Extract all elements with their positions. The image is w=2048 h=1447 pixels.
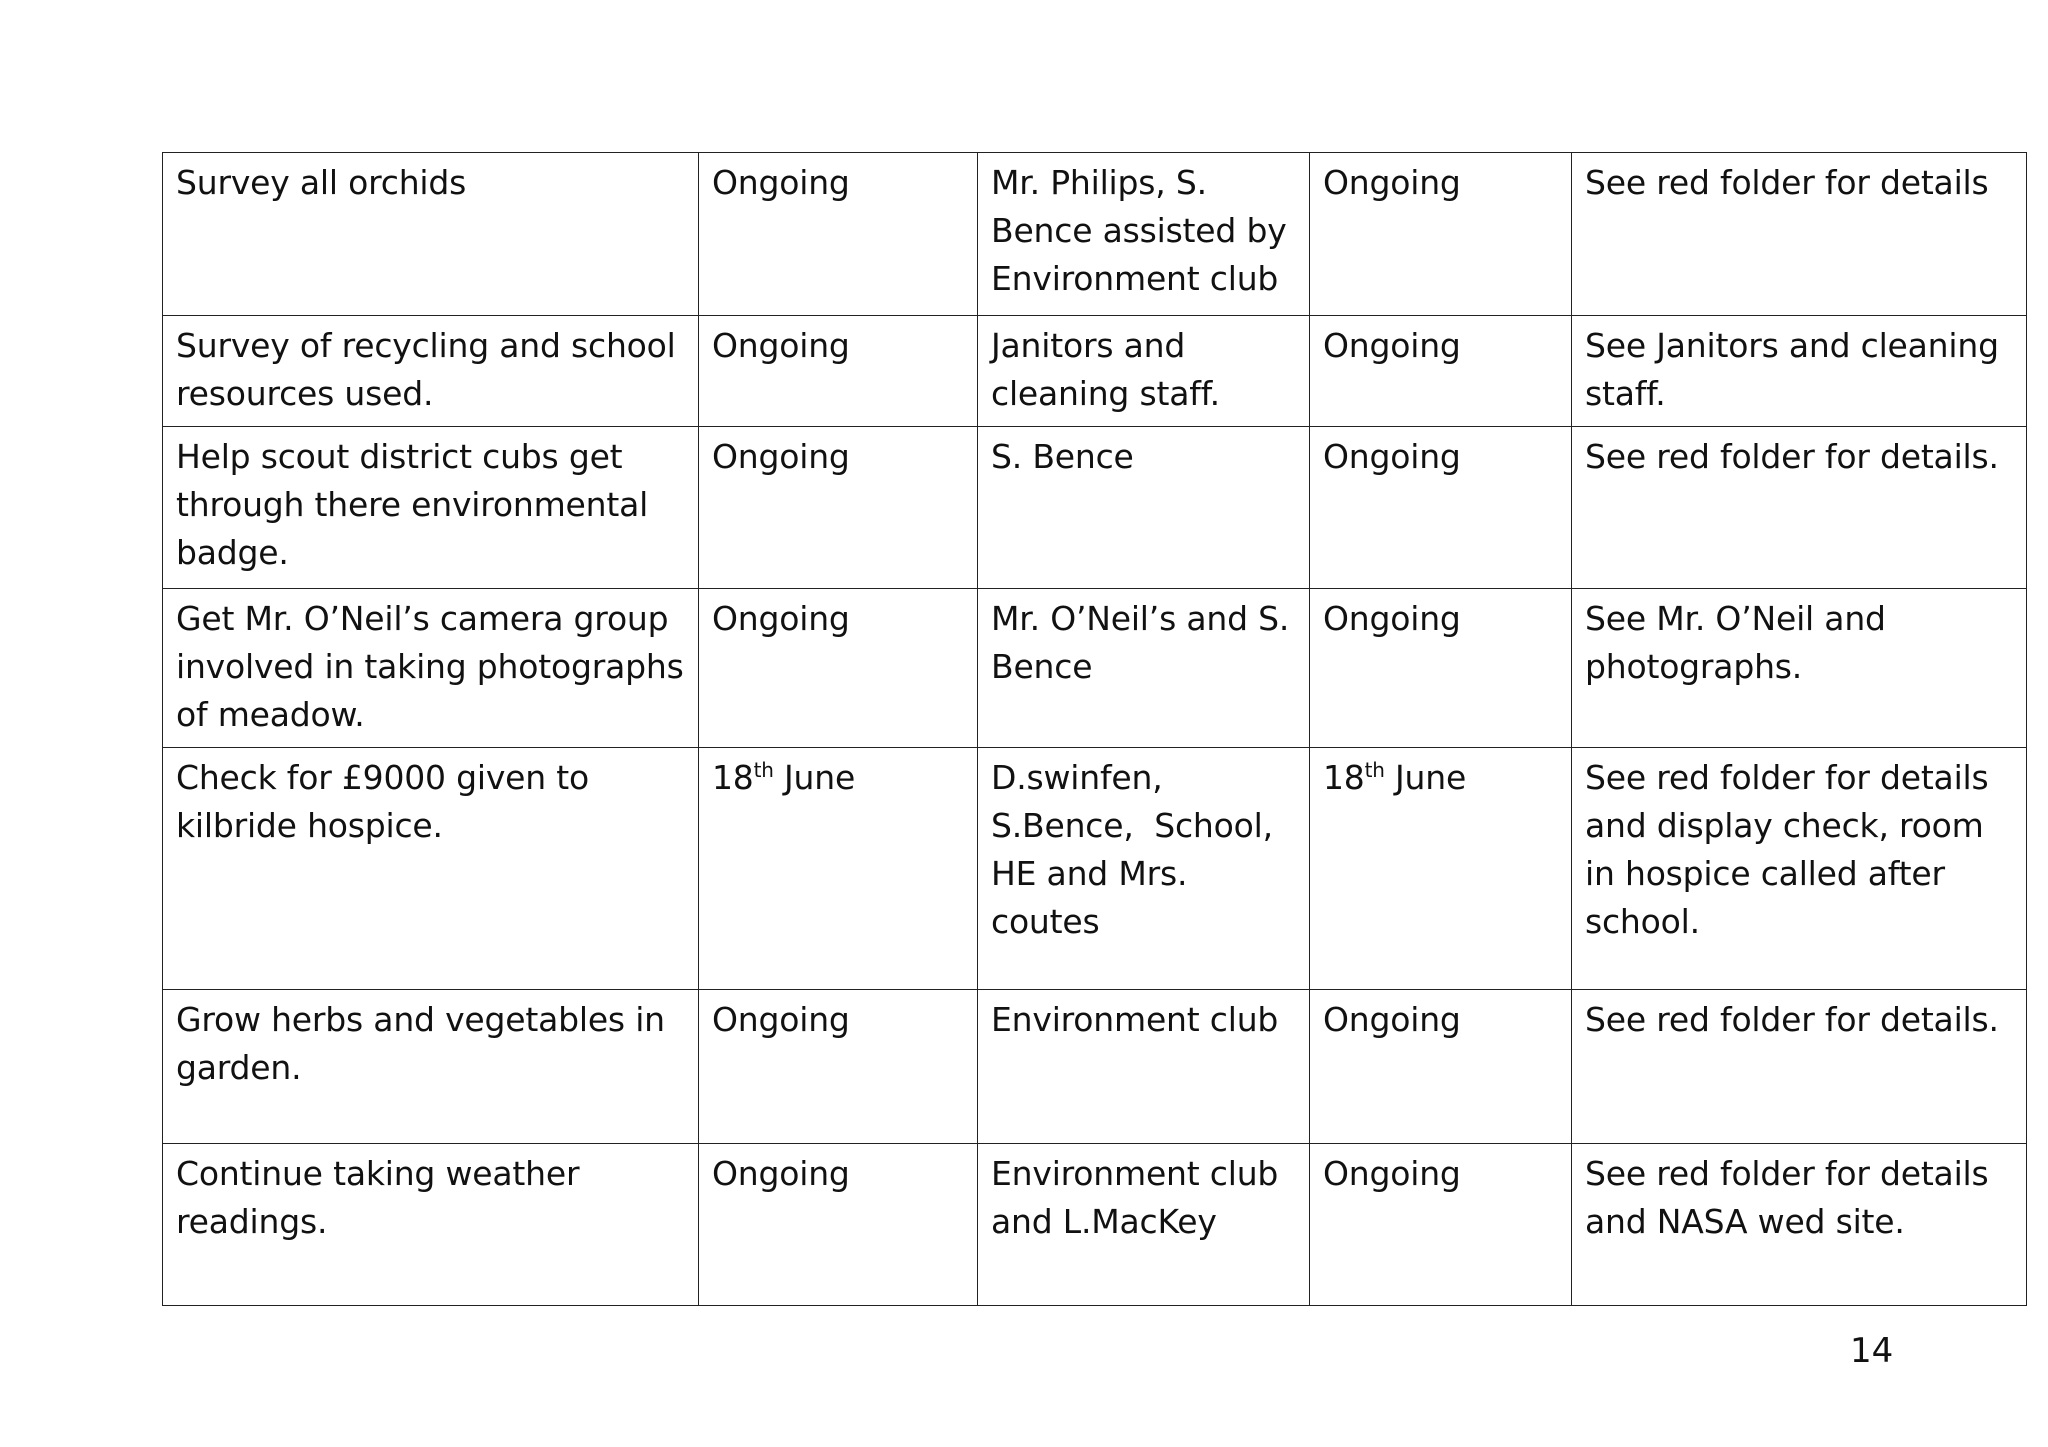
table-row [163, 990, 2027, 1144]
evidence-cell: See red folder for details. [1572, 427, 2027, 589]
end-day-suffix: th [1364, 758, 1385, 782]
task-cell: Grow herbs and vegetables in garden. [163, 990, 699, 1144]
end-date-cell: Ongoing [1310, 589, 1572, 748]
start-date-cell: Ongoing [699, 427, 978, 589]
start-day: 18 [712, 758, 754, 797]
end-date-cell [1310, 748, 1572, 990]
page-number: 14 [1850, 1331, 1894, 1371]
responsible-cell: S. Bence [978, 427, 1310, 589]
start-date-cell [699, 748, 978, 990]
evidence-cell: See red folder for details. [1572, 990, 2027, 1144]
responsible-cell: Mr. O’Neil’s and S. Bence [978, 589, 1310, 748]
end-month: June [1384, 758, 1467, 797]
end-date-cell: Ongoing [1310, 990, 1572, 1144]
start-date-cell: Ongoing [699, 153, 978, 316]
responsible-cell: Environment club and L.MacKey [978, 1144, 1310, 1306]
task-cell: Continue taking weather readings. [163, 1144, 699, 1306]
start-date-cell: Ongoing [699, 316, 978, 427]
end-date-cell: Ongoing [1310, 316, 1572, 427]
responsible-cell: Mr. Philips, S. Bence assisted by Environment club [978, 153, 1310, 316]
end-day: 18 [1323, 758, 1365, 797]
start-date-cell: Ongoing [699, 589, 978, 748]
end-date-cell: Ongoing [1310, 153, 1572, 316]
table-row [163, 748, 2027, 990]
evidence-cell: See red folder for details and NASA wed site. [1572, 1144, 2027, 1306]
table-row [163, 1144, 2027, 1306]
start-date-cell: Ongoing [699, 990, 978, 1144]
table-row [163, 153, 2027, 316]
evidence-cell: See red folder for details and display check, room in hospice called after school. [1572, 748, 2027, 990]
responsible-cell: D.swinfen, S.Bence, School, HE and Mrs. coutes [978, 748, 1310, 990]
task-cell: Help scout district cubs get through there environmental badge. [163, 427, 699, 589]
start-day-suffix: th [753, 758, 774, 782]
end-date-cell: Ongoing [1310, 1144, 1572, 1306]
start-date-cell: Ongoing [699, 1144, 978, 1306]
responsible-cell: Environment club [978, 990, 1310, 1144]
evidence-cell: See Janitors and cleaning staff. [1572, 316, 2027, 427]
end-date-cell: Ongoing [1310, 427, 1572, 589]
evidence-cell: See Mr. O’Neil and photographs. [1572, 589, 2027, 748]
evidence-cell: See red folder for details [1572, 153, 2027, 316]
responsible-cell: Janitors and cleaning staff. [978, 316, 1310, 427]
task-cell: Survey all orchids [163, 153, 699, 316]
task-cell: Check for £9000 given to kilbride hospice. [163, 748, 699, 990]
table-row [163, 427, 2027, 589]
action-plan-table [162, 152, 2027, 1306]
task-cell: Survey of recycling and school resources used. [163, 316, 699, 427]
start-month: June [773, 758, 856, 797]
table-row [163, 316, 2027, 427]
task-cell: Get Mr. O’Neil’s camera group involved in taking photographs of meadow. [163, 589, 699, 748]
table-row [163, 589, 2027, 748]
